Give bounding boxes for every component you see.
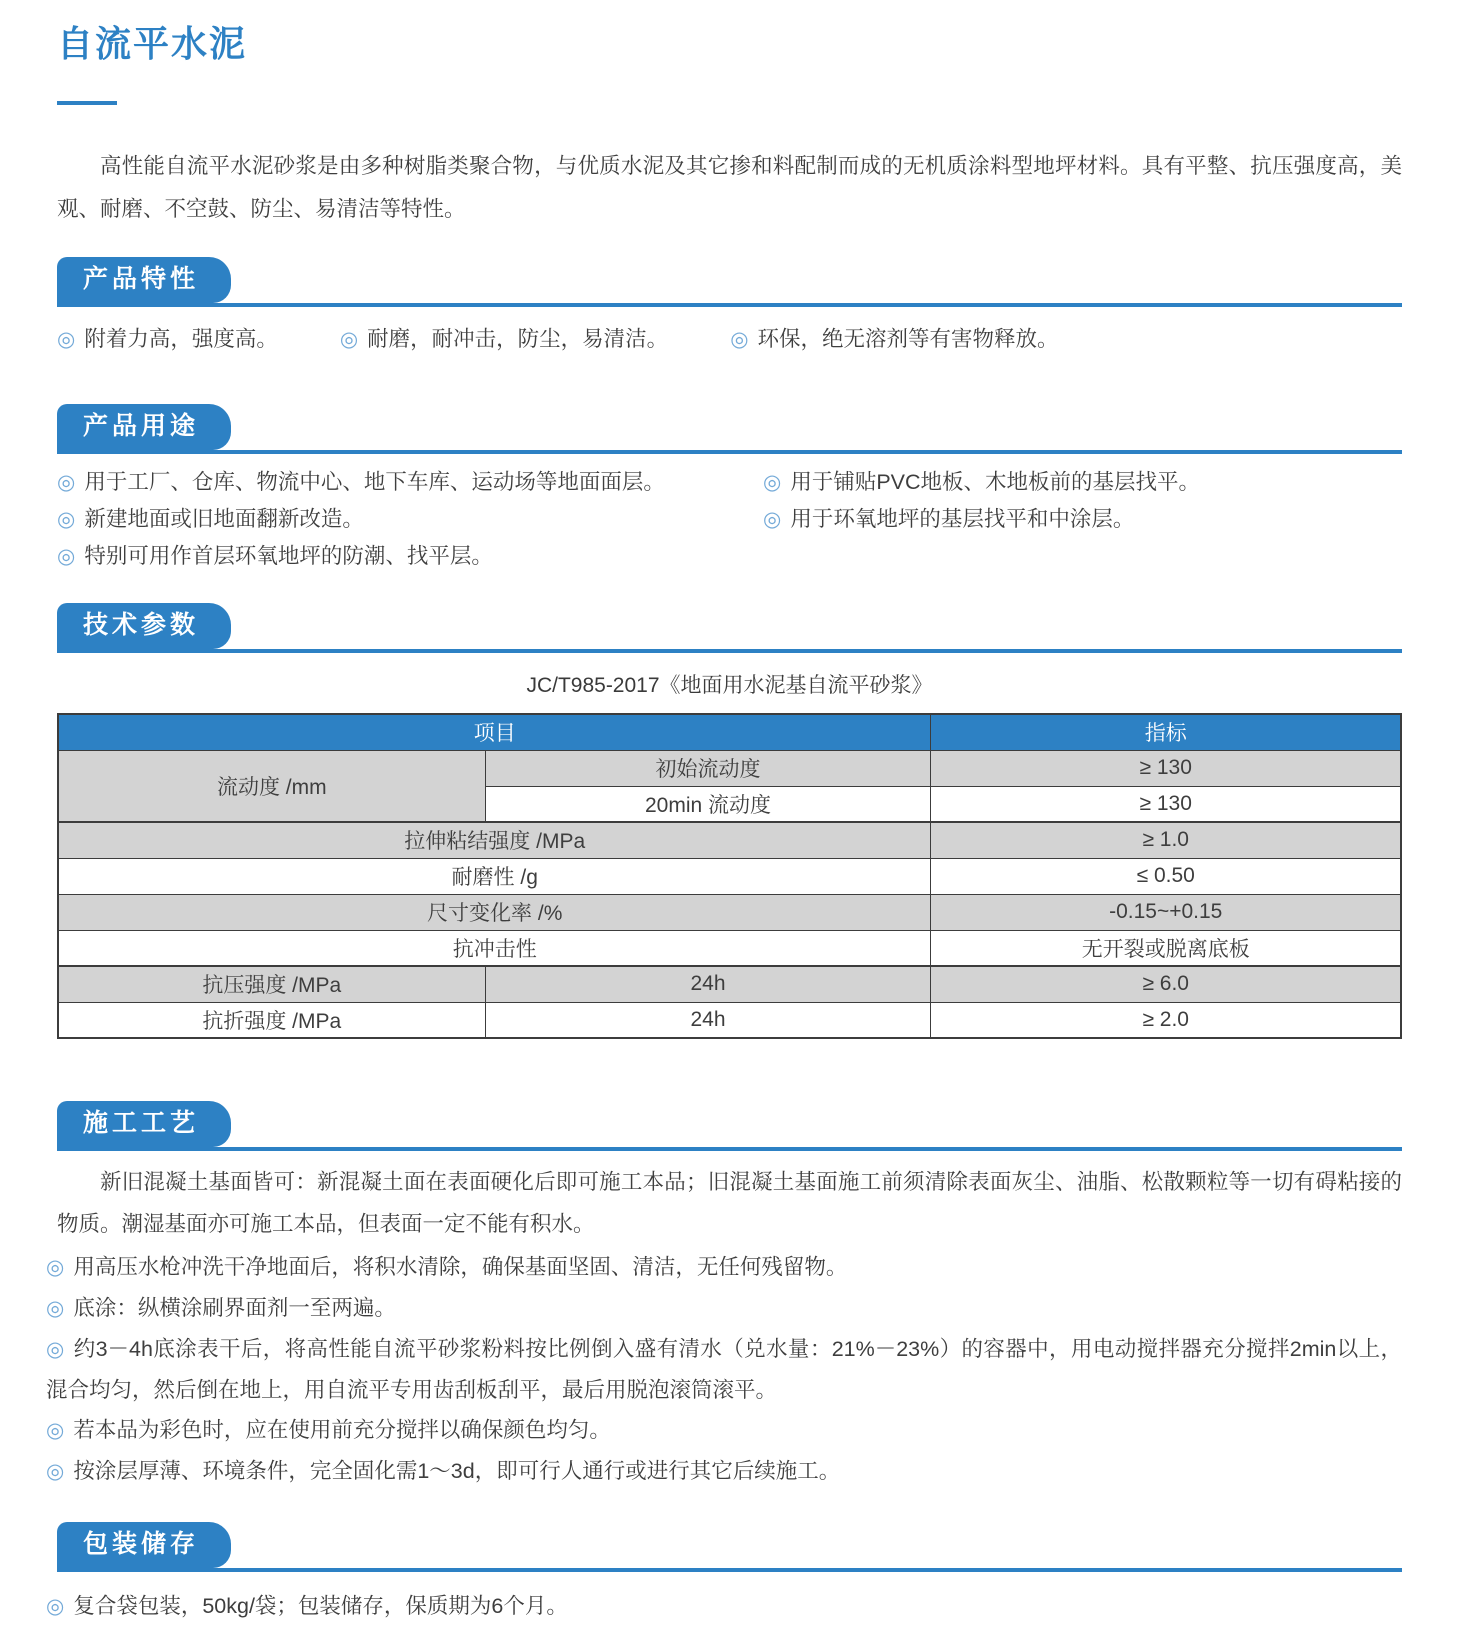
list-item bbox=[730, 319, 1058, 360]
list-item bbox=[57, 464, 763, 501]
bullseye-icon: ◎ bbox=[46, 1419, 65, 1442]
bullseye-icon: ◎ bbox=[57, 508, 76, 531]
row-sublabel: 20min 流动度 bbox=[485, 786, 931, 822]
features-list bbox=[57, 319, 1402, 360]
table-row bbox=[58, 1002, 1401, 1038]
column-header-item: 项目 bbox=[58, 714, 931, 750]
feature-text: 附着力高，强度高。 bbox=[84, 327, 278, 351]
list-item bbox=[763, 501, 1402, 538]
section-title-specs: 技术参数 bbox=[57, 603, 231, 649]
bullseye-icon: ◎ bbox=[763, 471, 782, 494]
section-header-features bbox=[57, 257, 1402, 307]
process-step-text: 用高压水枪冲洗干净地面后，将积水清除，确保基面坚固、清洁，无任何残留物。 bbox=[73, 1255, 848, 1279]
list-item bbox=[340, 319, 668, 360]
uses-column-left bbox=[57, 464, 763, 575]
column-header-index: 指标 bbox=[931, 714, 1401, 750]
bullseye-icon: ◎ bbox=[57, 545, 76, 568]
section-title-process: 施工工艺 bbox=[57, 1101, 231, 1147]
section-header-specs bbox=[57, 603, 1402, 653]
spec-table bbox=[57, 713, 1402, 1039]
table-header-row bbox=[58, 714, 1401, 750]
section-header-packaging bbox=[57, 1522, 1402, 1572]
list-item bbox=[57, 501, 763, 538]
bullseye-icon: ◎ bbox=[57, 328, 76, 351]
row-sublabel: 24h bbox=[485, 966, 931, 1002]
use-text: 用于铺贴PVC地板、木地板前的基层找平。 bbox=[790, 470, 1201, 494]
row-value: 无开裂或脱离底板 bbox=[931, 930, 1401, 966]
bullseye-icon: ◎ bbox=[339, 328, 359, 351]
bullseye-icon: ◎ bbox=[46, 1595, 65, 1618]
section-title-features: 产品特性 bbox=[57, 257, 231, 303]
uses-list bbox=[57, 464, 1402, 575]
list-item bbox=[763, 464, 1402, 501]
process-step-text: 底涂：纵横涂刷界面剂一至两遍。 bbox=[73, 1296, 396, 1320]
page-title: 自流平水泥 bbox=[57, 23, 248, 64]
section-header-uses bbox=[57, 404, 1402, 454]
process-step-text: 约3－4h底涂表干后，将高性能自流平砂浆粉料按比例倒入盛有清水（兑水量：21%－23%）的容器中，用电动搅拌器充分搅拌2min以上，混合均匀，然后倒在地上，用自流平专用齿刮板刮平，最后用脱泡滚筒滚平。 bbox=[46, 1337, 1403, 1402]
row-label: 抗压强度 /MPa bbox=[58, 966, 485, 1002]
list-item bbox=[46, 1586, 1402, 1627]
row-value: ≥ 6.0 bbox=[931, 966, 1401, 1002]
table-row bbox=[58, 822, 1401, 858]
bullseye-icon: ◎ bbox=[46, 1460, 65, 1483]
use-text: 新建地面或旧地面翻新改造。 bbox=[84, 507, 364, 531]
list-item bbox=[46, 1329, 1402, 1410]
row-label: 流动度 /mm bbox=[58, 750, 485, 822]
row-sublabel: 24h bbox=[485, 1002, 931, 1038]
intro-paragraph: 高性能自流平水泥砂浆是由多种树脂类聚合物，与优质水泥及其它掺和料配制而成的无机质涂料型地坪材料。具有平整、抗压强度高，美观、耐磨、不空鼓、防尘、易清洁等特性。 bbox=[57, 154, 1402, 221]
list-item bbox=[46, 1451, 1402, 1492]
packaging-text: 复合袋包装，50kg/袋；包装储存，保质期为6个月。 bbox=[73, 1594, 568, 1618]
list-item bbox=[46, 1410, 1402, 1451]
section-title-uses: 产品用途 bbox=[57, 404, 231, 450]
bullseye-icon: ◎ bbox=[730, 328, 749, 351]
use-text: 用于工厂、仓库、物流中心、地下车库、运动场等地面面层。 bbox=[84, 470, 665, 494]
row-sublabel: 初始流动度 bbox=[485, 750, 931, 786]
bullseye-icon: ◎ bbox=[763, 508, 782, 531]
list-item bbox=[46, 1247, 1402, 1288]
table-row bbox=[58, 930, 1401, 966]
process-list bbox=[46, 1247, 1402, 1492]
use-text: 用于环氧地坪的基层找平和中涂层。 bbox=[790, 507, 1135, 531]
row-value: -0.15~+0.15 bbox=[931, 894, 1401, 930]
row-value: ≥ 2.0 bbox=[931, 1002, 1401, 1038]
title-underline bbox=[57, 101, 117, 105]
section-title-packaging: 包装储存 bbox=[57, 1522, 231, 1568]
table-row bbox=[58, 894, 1401, 930]
list-item bbox=[57, 319, 278, 360]
row-label: 拉伸粘结强度 /MPa bbox=[58, 822, 931, 858]
row-value: ≥ 1.0 bbox=[931, 822, 1401, 858]
row-value: ≥ 130 bbox=[931, 786, 1401, 822]
row-label: 耐磨性 /g bbox=[58, 858, 931, 894]
list-item bbox=[57, 538, 763, 575]
row-label: 抗冲击性 bbox=[58, 930, 931, 966]
bullseye-icon: ◎ bbox=[57, 471, 76, 494]
spec-standard-caption: JC/T985-2017《地面用水泥基自流平砂浆》 bbox=[526, 674, 933, 697]
use-text: 特别可用作首层环氧地坪的防潮、找平层。 bbox=[84, 544, 493, 568]
uses-column-right bbox=[763, 464, 1402, 575]
row-label: 抗折强度 /MPa bbox=[58, 1002, 485, 1038]
bullseye-icon: ◎ bbox=[46, 1256, 65, 1279]
row-value: ≤ 0.50 bbox=[931, 858, 1401, 894]
bullseye-icon: ◎ bbox=[46, 1338, 65, 1361]
row-label: 尺寸变化率 /% bbox=[58, 894, 931, 930]
packaging-list bbox=[46, 1586, 1402, 1627]
table-row bbox=[58, 750, 1401, 786]
process-step-text: 按涂层厚薄、环境条件，完全固化需1～3d，即可行人通行或进行其它后续施工。 bbox=[73, 1459, 841, 1483]
process-step-text: 若本品为彩色时，应在使用前充分搅拌以确保颜色均匀。 bbox=[73, 1418, 611, 1442]
bullseye-icon: ◎ bbox=[46, 1297, 65, 1320]
list-item bbox=[46, 1288, 1402, 1329]
table-row bbox=[58, 966, 1401, 1002]
table-row bbox=[58, 858, 1401, 894]
feature-text: 耐磨，耐冲击，防尘，易清洁。 bbox=[367, 327, 669, 351]
row-value: ≥ 130 bbox=[931, 750, 1401, 786]
feature-text: 环保，绝无溶剂等有害物释放。 bbox=[757, 327, 1059, 351]
section-header-process bbox=[57, 1101, 1402, 1151]
process-intro-paragraph: 新旧混凝土基面皆可：新混凝土面在表面硬化后即可施工本品；旧混凝土基面施工前须清除表面灰尘、油脂、松散颗粒等一切有碍粘接的物质。潮湿基面亦可施工本品，但表面一定不能有积水。 bbox=[57, 1170, 1402, 1236]
